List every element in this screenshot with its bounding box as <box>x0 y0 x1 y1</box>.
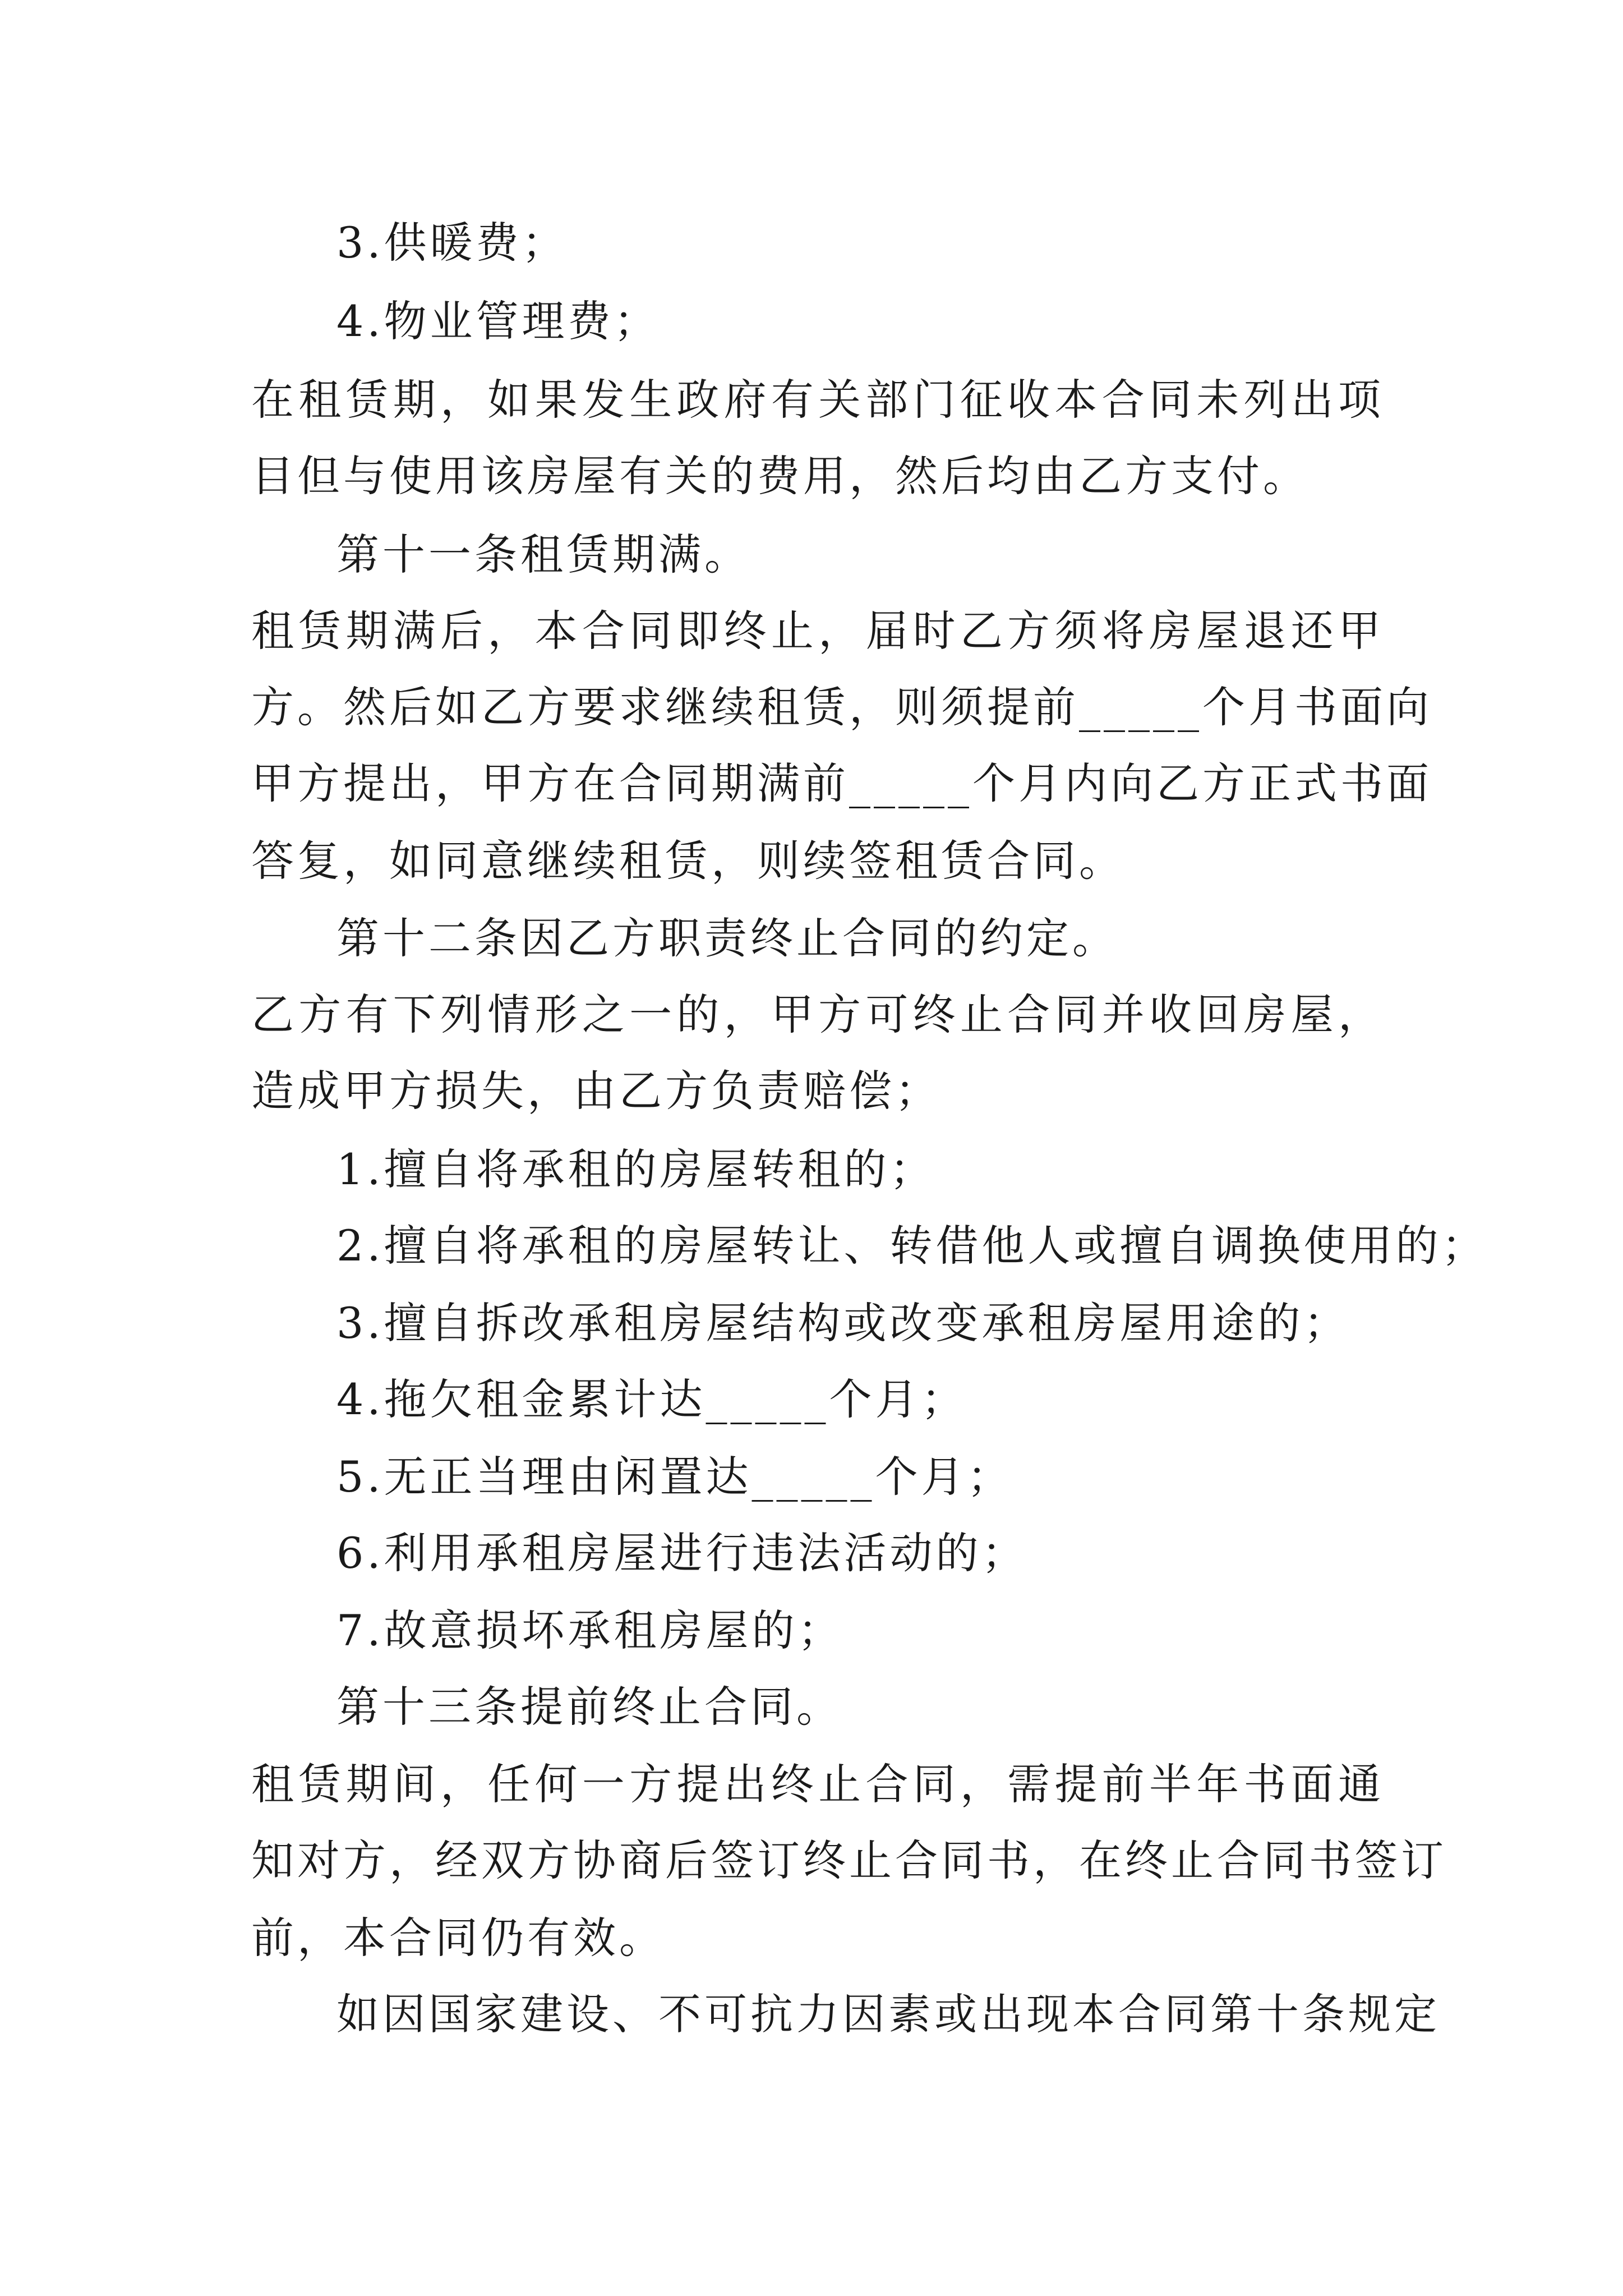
paragraph-line: 方。然后如乙方要求继续租赁，则须提前_____个月书面向 <box>251 682 1432 732</box>
list-item: 5.无正当理由闲置达_____个月； <box>336 1452 1013 1502</box>
article-heading-13: 第十三条提前终止合同。 <box>336 1682 842 1732</box>
list-item: 6.利用承租房屋进行违法活动的； <box>336 1528 1028 1578</box>
list-item: 3.擅自拆改承租房屋结构或改变承租房屋用途的； <box>336 1298 1350 1348</box>
article-heading-12: 第十二条因乙方职责终止合同的约定。 <box>336 913 1118 963</box>
paragraph-line: 前，本合同仍有效。 <box>251 1913 665 1963</box>
paragraph-line: 租赁期满后，本合同即终止，届时乙方须将房屋退还甲 <box>251 606 1384 656</box>
paragraph-line: 目但与使用该房屋有关的费用，然后均由乙方支付。 <box>251 451 1309 501</box>
list-item: 2.擅自将承租的房屋转让、转借他人或擅自调换使用的； <box>336 1221 1488 1271</box>
paragraph-line: 知对方，经双方协商后签订终止合同书，在终止合同书签订 <box>251 1835 1447 1885</box>
list-item-property-fee: 4.物业管理费； <box>336 296 660 346</box>
paragraph-line: 租赁期间，任何一方提出终止合同，需提前半年书面通 <box>251 1759 1384 1809</box>
paragraph-line: 甲方提出，甲方在合同期满前_____个月内向乙方正式书面 <box>251 758 1432 808</box>
paragraph-line: 在租赁期，如果发生政府有关部门征收本合同未列出项 <box>251 375 1384 425</box>
paragraph-line: 乙方有下列情形之一的，甲方可终止合同并收回房屋， <box>251 990 1384 1039</box>
list-item: 4.拖欠租金累计达_____个月； <box>336 1374 967 1424</box>
article-heading-11: 第十一条租赁期满。 <box>336 530 750 579</box>
list-item: 1.擅自将承租的房屋转租的； <box>336 1144 936 1194</box>
list-item: 7.故意损坏承租房屋的； <box>336 1605 844 1655</box>
paragraph-line: 造成甲方损失，由乙方负责赔偿； <box>251 1066 941 1116</box>
paragraph-line: 如因国家建设、不可抗力因素或出现本合同第十条规定 <box>336 1989 1440 2039</box>
list-item-heating-fee: 3.供暖费； <box>336 218 568 268</box>
paragraph-line: 答复，如同意继续租赁，则续签租赁合同。 <box>251 836 1125 886</box>
